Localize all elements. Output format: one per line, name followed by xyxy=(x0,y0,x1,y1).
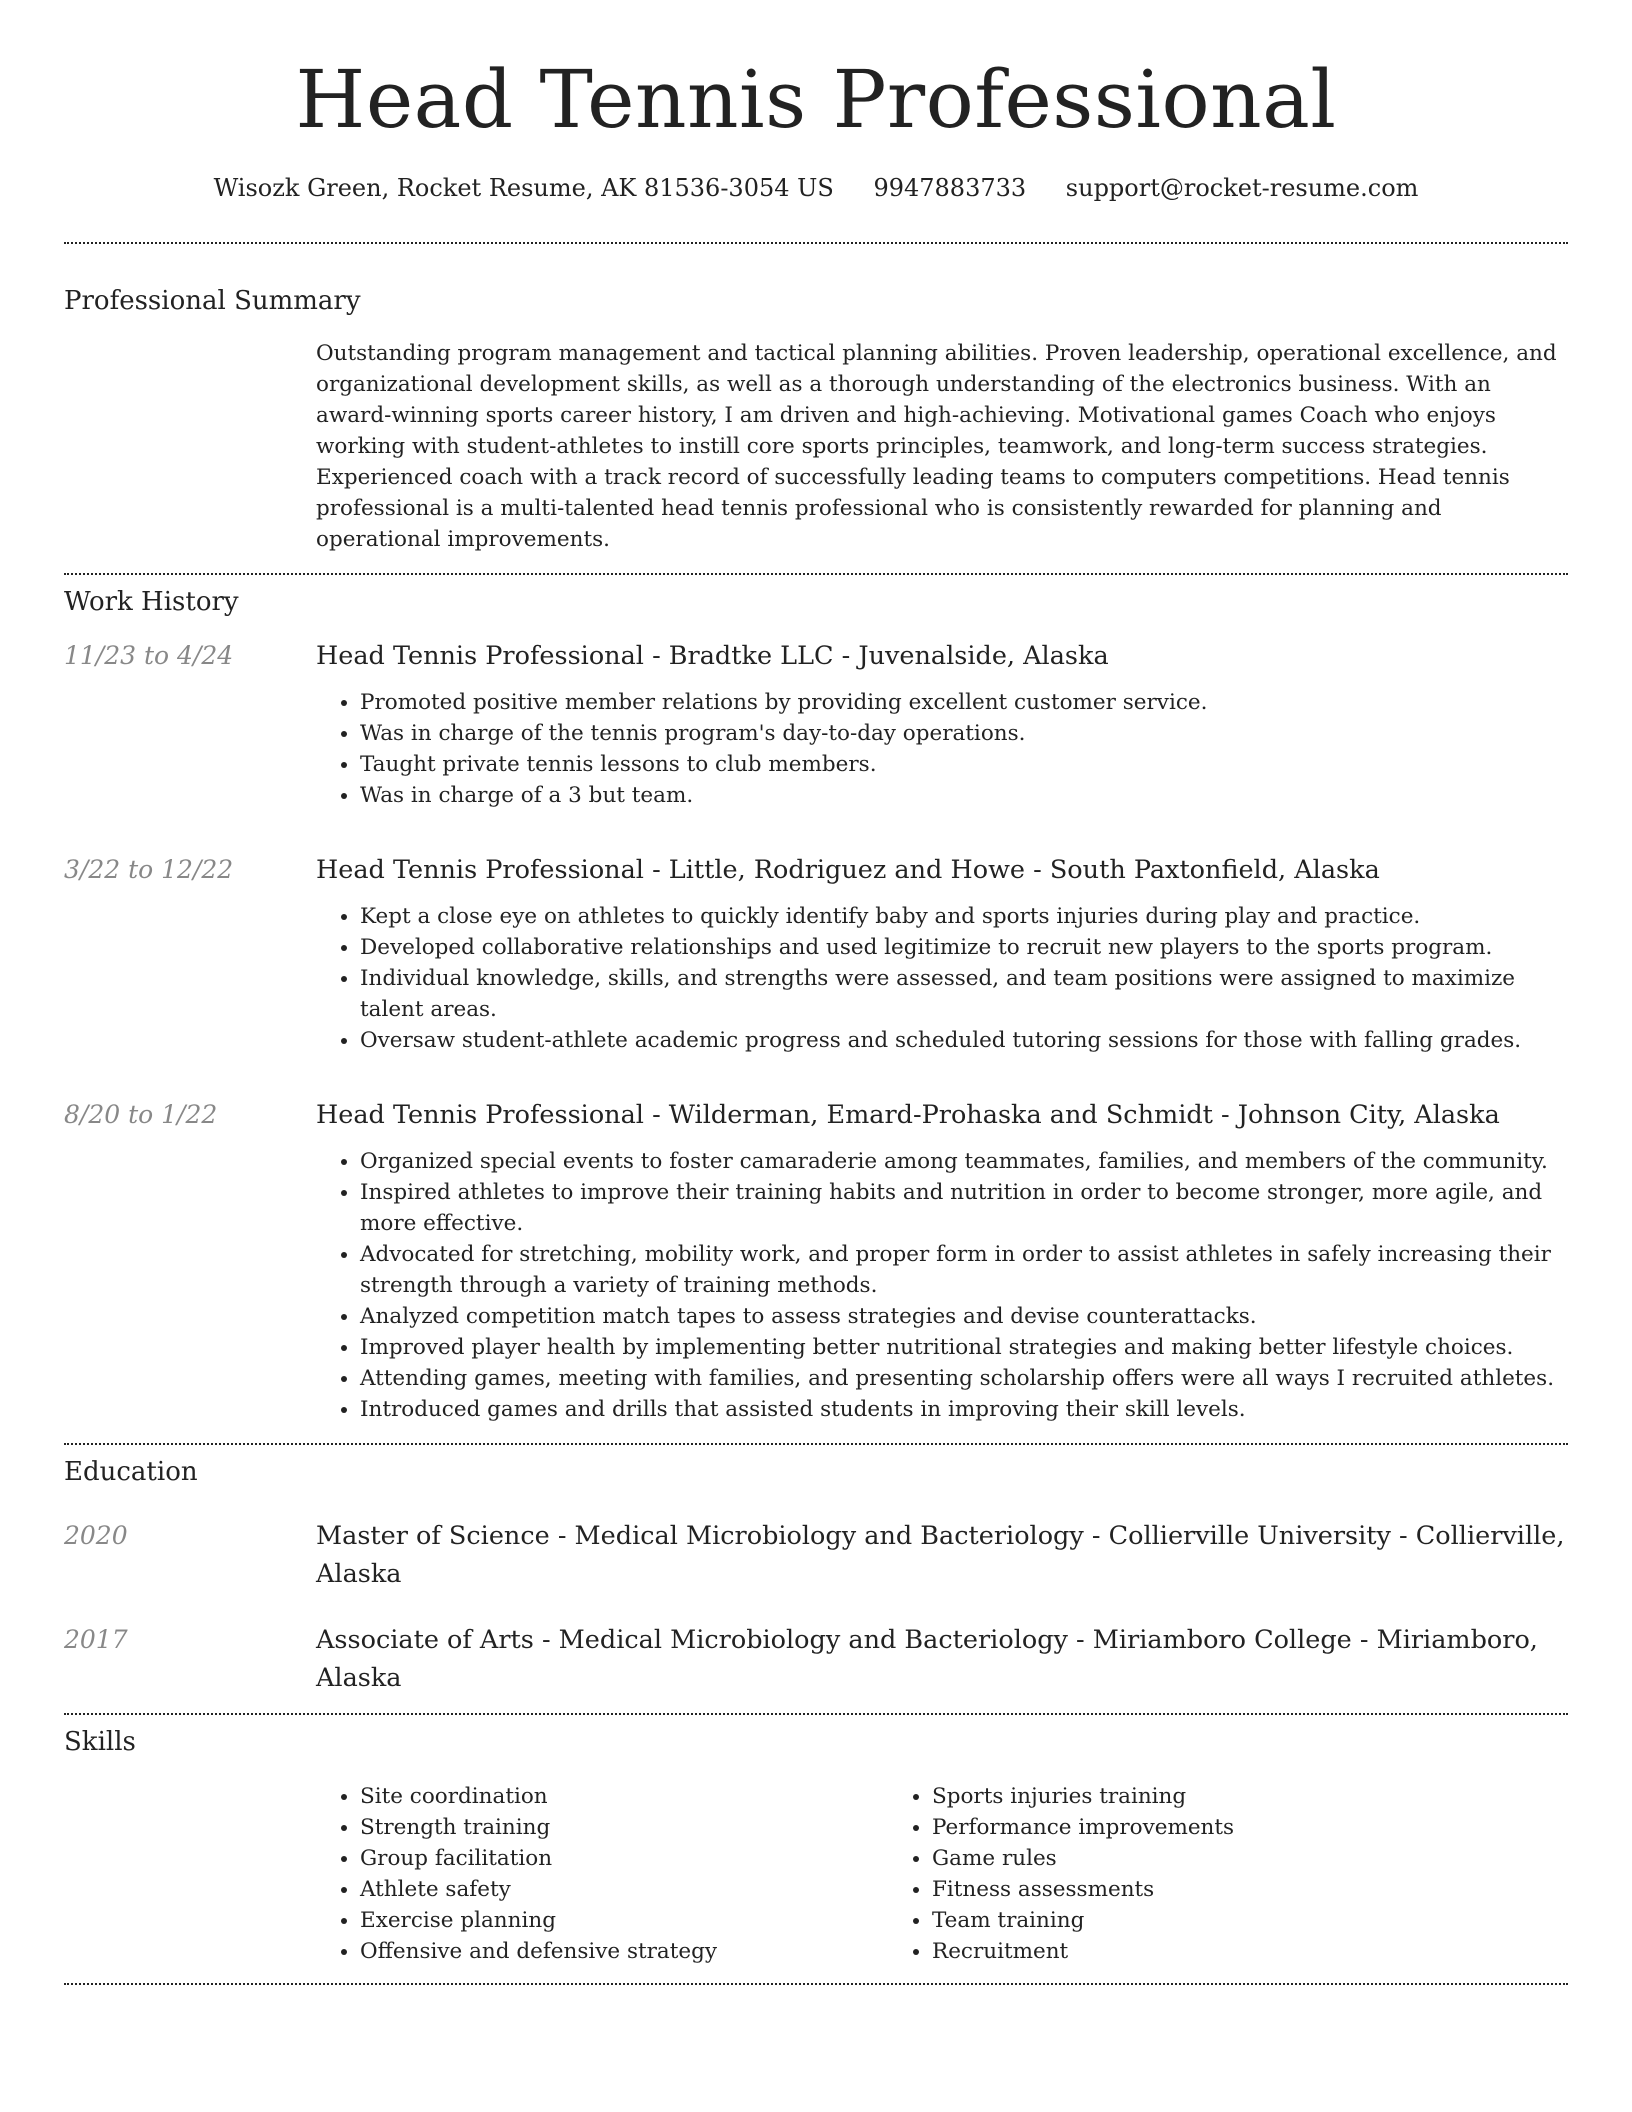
work-entry-heading: Head Tennis Professional - Wilderman, Emard-Prohaska and Schmidt - Johnson City, Alaska xyxy=(316,1100,1500,1130)
work-entry xyxy=(64,851,1568,1056)
bullet-item: • Individual knowledge, skills, and strengths were assessed, and team positions were assigned to maximize talent areas. xyxy=(360,963,1568,1025)
contact-line xyxy=(64,172,1568,204)
bullet-item: • Was in charge of the tennis program's day-to-day operations. xyxy=(360,718,1568,749)
education-section xyxy=(64,1455,1568,1697)
education-entry xyxy=(64,1621,1568,1697)
work-entry xyxy=(64,637,1568,811)
skill-item: • Performance improvements xyxy=(932,1812,1448,1843)
bullet-item: • Improved player health by implementing better nutritional strategies and making better lifestyle choices. xyxy=(360,1332,1568,1363)
bullet-item: • Promoted positive member relations by providing excellent customer service. xyxy=(360,687,1568,718)
bullet-item: • Taught private tennis lessons to club members. xyxy=(360,749,1568,780)
summary-section xyxy=(64,284,1568,555)
summary-title: Professional Summary xyxy=(64,286,361,316)
bullet-item: • Was in charge of a 3 but team. xyxy=(360,780,1568,811)
bullet-item: • Oversaw student-athlete academic progress and scheduled tutoring sessions for those with falling grades. xyxy=(360,1025,1568,1056)
education-heading: Associate of Arts - Medical Microbiology and Bacteriology - Miriamboro College - Miriamboro, Alaska xyxy=(316,1625,1538,1693)
bullet-item: • Advocated for stretching, mobility work, and proper form in order to assist athletes in safely increasing their strength through a variety of training methods. xyxy=(360,1239,1568,1301)
contact-email: support@rocket-resume.com xyxy=(1065,174,1419,202)
work-entry-bullets xyxy=(316,901,1568,1056)
work-entry-heading: Head Tennis Professional - Bradtke LLC - Juvenalside, Alaska xyxy=(316,641,1109,671)
contact-phone: 9947883733 xyxy=(873,174,1027,202)
work-entry-bullets xyxy=(316,1146,1568,1425)
resume-name: Head Tennis Professional xyxy=(295,53,1337,146)
skill-item: • Group facilitation xyxy=(360,1843,888,1874)
education-divider xyxy=(64,1713,1568,1715)
education-year: 2020 xyxy=(64,1521,128,1550)
skill-item: • Sports injuries training xyxy=(932,1781,1448,1812)
work-divider xyxy=(64,1443,1568,1445)
education-title: Education xyxy=(64,1457,198,1487)
skills-list-left xyxy=(316,1781,888,1967)
skill-item: • Strength training xyxy=(360,1812,888,1843)
header-divider xyxy=(64,242,1568,244)
work-entry-heading: Head Tennis Professional - Little, Rodriguez and Howe - South Paxtonfield, Alaska xyxy=(316,855,1380,885)
skill-item: • Team training xyxy=(932,1905,1448,1936)
skill-item: • Recruitment xyxy=(932,1936,1448,1967)
education-entry xyxy=(64,1517,1568,1593)
education-heading: Master of Science - Medical Microbiology and Bacteriology - Collierville University - Collierville, Alaska xyxy=(316,1521,1565,1589)
work-entry-dates: 8/20 to 1/22 xyxy=(64,1100,218,1129)
skills-columns xyxy=(316,1781,1568,1967)
skill-item: • Athlete safety xyxy=(360,1874,888,1905)
bullet-item: • Developed collaborative relationships and used legitimize to recruit new players to the sports program. xyxy=(360,932,1568,963)
work-history-section xyxy=(64,585,1568,1425)
skills-divider xyxy=(64,1983,1568,1985)
contact-address: Wisozk Green, Rocket Resume, AK 81536-3054 US xyxy=(213,174,834,202)
bullet-item: • Introduced games and drills that assisted students in improving their skill levels. xyxy=(360,1394,1568,1425)
bullet-item: • Attending games, meeting with families, and presenting scholarship offers were all ways I recruited athletes. xyxy=(360,1363,1568,1394)
skill-item: • Offensive and defensive strategy xyxy=(360,1936,888,1967)
skill-item: • Game rules xyxy=(932,1843,1448,1874)
bullet-item: • Inspired athletes to improve their training habits and nutrition in order to become stronger, more agile, and more effective. xyxy=(360,1177,1568,1239)
education-year: 2017 xyxy=(64,1625,128,1654)
work-entry xyxy=(64,1096,1568,1425)
summary-divider xyxy=(64,573,1568,575)
bullet-item: • Analyzed competition match tapes to assess strategies and devise counterattacks. xyxy=(360,1301,1568,1332)
skill-item: • Fitness assessments xyxy=(932,1874,1448,1905)
bullet-item: • Kept a close eye on athletes to quickly identify baby and sports injuries during play and practice. xyxy=(360,901,1568,932)
work-entry-dates: 11/23 to 4/24 xyxy=(64,641,234,670)
skill-item: • Site coordination xyxy=(360,1781,888,1812)
skill-item: • Exercise planning xyxy=(360,1905,888,1936)
work-entry-bullets xyxy=(316,687,1568,811)
work-history-title: Work History xyxy=(64,587,239,617)
summary-text: Outstanding program management and tactical planning abilities. Proven leadership, operational excellence, and organizational development skills, as well as a thorough understanding of the electronics business. With an award-winning sports career history, I am driven and high-achieving. Motivational games Coach who enjoys working with student-athletes to instill core sports principles, teamwork, and long-term success strategies. Experienced coach with a track record of successfully leading teams to computers competitions. Head tennis professional is a multi-talented head tennis professional who is consistently rewarded for planning and operational improvements. xyxy=(316,341,1557,552)
work-entry-dates: 3/22 to 12/22 xyxy=(64,855,234,884)
bullet-item: • Organized special events to foster camaraderie among teammates, families, and members of the community. xyxy=(360,1146,1568,1177)
skills-section xyxy=(64,1725,1568,1967)
skills-list-right xyxy=(888,1781,1448,1967)
skills-title: Skills xyxy=(64,1727,136,1757)
